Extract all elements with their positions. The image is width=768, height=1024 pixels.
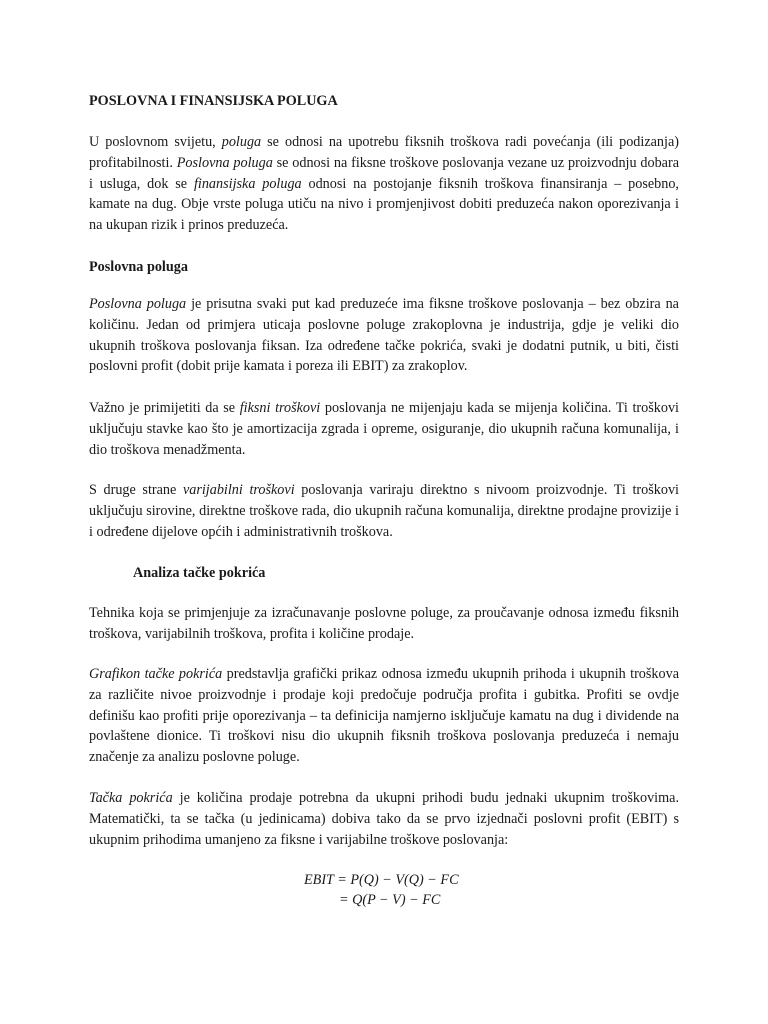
para3-text-2: poslovanja variraju direktno s nivoom proizvodnje. Ti troškovi uključuju sirovine, direktne troškove rada, dio ukupnih računa komunalija, direktne prodajne provizije i i određene dijelove općih i administrativnih troškova. [89,482,679,540]
intro-text-2: se odnosi na upotrebu fiksnih troškova radi povećanja (ili podizanja) profitabilnosti. [89,134,679,171]
intro-paragraph [89,132,679,236]
document-title: POSLOVNA I FINANSIJSKA POLUGA [89,93,338,109]
paragraph-varijabilni-troskovi [89,480,679,542]
paragraph-grafikon [89,664,679,768]
section-heading-poslovna-poluga: Poslovna poluga [89,259,188,275]
section-heading-analiza-tacke-pokrica: Analiza tačke pokrića [133,565,266,581]
intro-text-4: odnosi na postojanje fiksnih troškova finansiranja – posebno, kamate na dug. Obje vrste poluga utiču na nivo i promjenjivost dobiti preduzeća nakon oporezivanja i na ukupan rizik i prinos preduzeća. [89,175,679,234]
para1-text: je prisutna svaki put kad preduzeće ima fiksne troškove poslovanja – bez obzira na količinu. Jedan od primjera uticaja poslovne poluge zrakoplovna je industrija, gdje je veliki dio ukupnih troškova poslovanja fiksan. Iza određene tačke pokrića, svaki je dodatni putnik, u biti, čisti poslovni profit (dobit prije kamata i poreza ili EBIT) za zrakoplov. [89,296,679,375]
intro-text-1: U poslovnom svijetu, [89,134,222,150]
intro-term-poluga: poluga [221,134,262,150]
para2-term: fiksni troškovi [239,400,321,416]
equation-line-1: EBIT = P(Q) − V(Q) − FC [304,872,459,888]
para6-text: je količina prodaje potrebna da ukupni prihodi budu jednaki ukupnim troškovima. Matematički, ta se tačka (u jedinicama) dobiva tako da se prvo izjednači poslovni profit (EBIT) s ukupnim prihodima umanjeno za fiksne i varijabilne troškove poslovanja: [89,790,679,848]
para2-text-2: poslovanja ne mijenjaju kada se mijenja količina. Ti troškovi uključuju stavke kao što je amortizacija zgrada i opreme, osiguranje, dio ukupnih računa komunalija, i dio troškova menadžmenta. [89,400,679,458]
para5-term: Grafikon tačke pokrića [89,666,223,682]
para1-term: Poslovna poluga [89,296,187,312]
paragraph-poslovna-poluga [89,294,679,377]
para3-term: varijabilni troškovi [182,482,295,498]
intro-term-poslovna-poluga: Poslovna poluga [176,154,273,171]
intro-term-finansijska-poluga: finansijska poluga [193,175,302,192]
para6-term: Tačka pokrića [89,790,173,806]
para2-text-1: Važno je primijetiti da se [89,400,240,416]
paragraph-fiksni-troskovi [89,398,679,460]
equation-line-2: = Q(P − V) − FC [339,892,441,908]
intro-text-3: se odnosi na fiksne troškove poslovanja vezane uz proizvodnju dobara i usluga, dok se [89,154,680,192]
para5-text: predstavlja grafički prikaz odnosa između ukupnih prihoda i ukupnih troškova za različite nivoe proizvodnje i prodaje koji predočuje područja profita i gubitka. Profiti se ovdje definišu kao profiti prije oporezivanja – ta definicija namjerno isključuje kamatu na dug i dividende na povlaštene dionice. Ti troškovi nisu dio ukupnih fiksnih troškova poslovanja preduzeća i nemaju značenje za analizu poslovne poluge. [89,666,679,766]
paragraph-tacka-pokrica [89,788,679,850]
para3-text-1: S druge strane [89,482,183,498]
paragraph-tehnika: Tehnika koja se primjenjuje za izračunavanje poslovne poluge, za proučavanje odnosa između fiksnih troškova, varijabilnih troškova, profita i količine prodaje. [89,605,679,642]
